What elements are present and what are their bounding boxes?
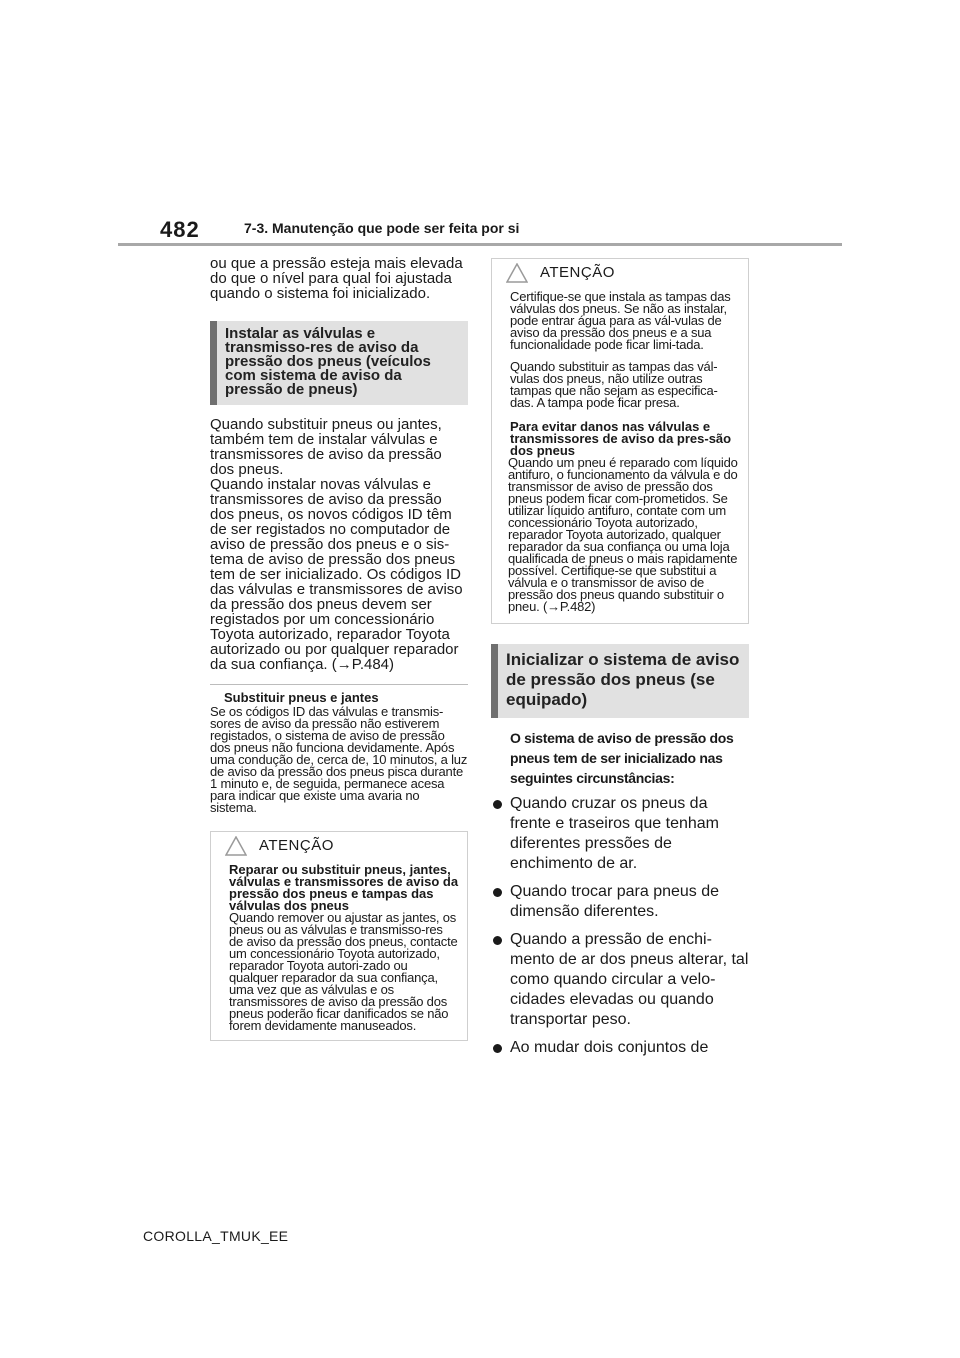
warning-header: [211, 832, 467, 860]
warning-label: ATENÇÃO: [259, 837, 334, 854]
initialize-lead: O sistema de aviso de pressão dos pneus tem de ser inicializado nas seguintes circunstâncias:: [510, 730, 734, 786]
list-item: Ao mudar dois conjuntos de: [491, 1038, 749, 1058]
list-item: Quando trocar para pneus de dimensão diferentes.: [491, 882, 749, 922]
footer-code: COROLLA_TMUK_EE: [143, 1228, 289, 1244]
warning-box-left: [210, 831, 468, 1041]
warning-triangle-icon: [225, 836, 247, 856]
warning-para-caps: Certifique-se que instala as tampas das válvulas dos pneus. Se não as instalar, pode entrar água para as vál-vulas de aviso da pressão dos pneus e a sua funcionalidade pode ficar limi-tada.: [510, 289, 731, 352]
page-number: 482: [160, 217, 200, 242]
bullet-dot-icon: [493, 800, 502, 809]
chapter-title: 7-3. Manutenção que pode ser feita por si: [244, 220, 520, 236]
install-body: Quando substituir pneus ou jantes, também tem de instalar válvulas e transmissores de aviso da pressão dos pneus. Quando instalar novas válvulas e transmissores de aviso da pressão dos pneus, os novos códigos ID têm de ser registados no computador de aviso de pressão dos pneus e o sis-tema de aviso de pressão dos pneus tem de ser inicializado. Os códigos ID das válvulas e transmissores de aviso da pressão dos pneus devem ser registados por um concessionário Toyota autorizado, reparador Toyota autorizado ou por qualquer reparador da sua confiança. (→P.484): [210, 416, 463, 673]
warning-para-replace-caps: Quando substituir as tampas das vál-vulas dos pneus, não utilize outras tampas que não sejam as especifica-das. A tampa pode ficar presa.: [510, 359, 718, 410]
bullet-dot-icon: [493, 888, 502, 897]
section-heading-initialize: Inicializar o sistema de aviso de pressão dos pneus (se equipado): [491, 644, 749, 718]
warning-triangle-icon: [506, 263, 528, 283]
right-column: [491, 258, 749, 1066]
left-column: [210, 256, 468, 1041]
warning-box-right: [491, 258, 749, 624]
intro-paragraph: ou que a pressão esteja mais elevada do que o nível para qual foi ajustada quando o sistema foi inicializado.: [210, 255, 463, 302]
warning-body: Quando remover ou ajustar as jantes, os pneus ou as válvulas e transmisso-res de aviso da pressão dos pneus, contacte um concessionário Toyota autorizado, reparador Toyota autori-zado ou qualquer reparador da sua confiança, uma vez que as válvulas e os transmissores de aviso da pressão dos pneus poderão ficar danificados se não forem devidamente manuseados.: [229, 910, 458, 1033]
warning-title: Reparar ou substituir pneus, jantes, válvulas e transmissores de aviso da pressão dos pneus e tampas das válvulas dos pneus: [229, 862, 459, 913]
warning-body-damage: Quando um pneu é reparado com líquido antifuro, o funcionamento da válvula e do transmissor de aviso de pressão dos pneus podem ficar com-prometidos. Se utilizar líquido antifuro, contate com um concessionário Toyota autorizado, reparador Toyota autorizado, qualquer reparador da sua confiança ou uma loja qualificada de pneus o mais rapidamente possível. Certifique-se que substitui a válvula e o transmissor de aviso de pressão dos pneus quando substituir o pneu. (→P.482): [508, 455, 738, 614]
list-item: Quando cruzar os pneus da frente e traseiros que tenham diferentes pressões de enchimento de ar.: [491, 794, 749, 874]
bullet-dot-icon: [493, 1044, 502, 1053]
bullet-dot-icon: [493, 936, 502, 945]
note-replace-tyres: [210, 684, 468, 814]
warning-title-damage: Para evitar danos nas válvulas e transmissores de aviso da pres-são dos pneus: [510, 419, 732, 458]
note-title: Substituir pneus e jantes: [224, 690, 379, 705]
warning-label: ATENÇÃO: [540, 264, 615, 281]
note-body: Se os códigos ID das válvulas e transmis-sores de aviso da pressão não estiverem registados, o sistema de aviso de pressão dos pneus não funciona devidamente. Após uma condução de, cerca de, 10 minutos, a luz de aviso da pressão dos pneus pisca durante 1 minuto e, de seguida, permanece acesa para indicar que existe uma avaria no sistema.: [210, 704, 468, 815]
warning-header: [492, 259, 748, 287]
section-heading-install: Instalar as válvulas e transmisso-res de aviso da pressão dos pneus (veículos com sistema de aviso da pressão de pneus): [210, 321, 468, 405]
initialize-conditions-list: [491, 794, 749, 1058]
header-divider: [118, 243, 842, 246]
list-item: Quando a pressão de enchi-mento de ar dos pneus alterar, tal como quando circular a velo-cidades elevadas ou quando transportar peso.: [491, 930, 749, 1030]
